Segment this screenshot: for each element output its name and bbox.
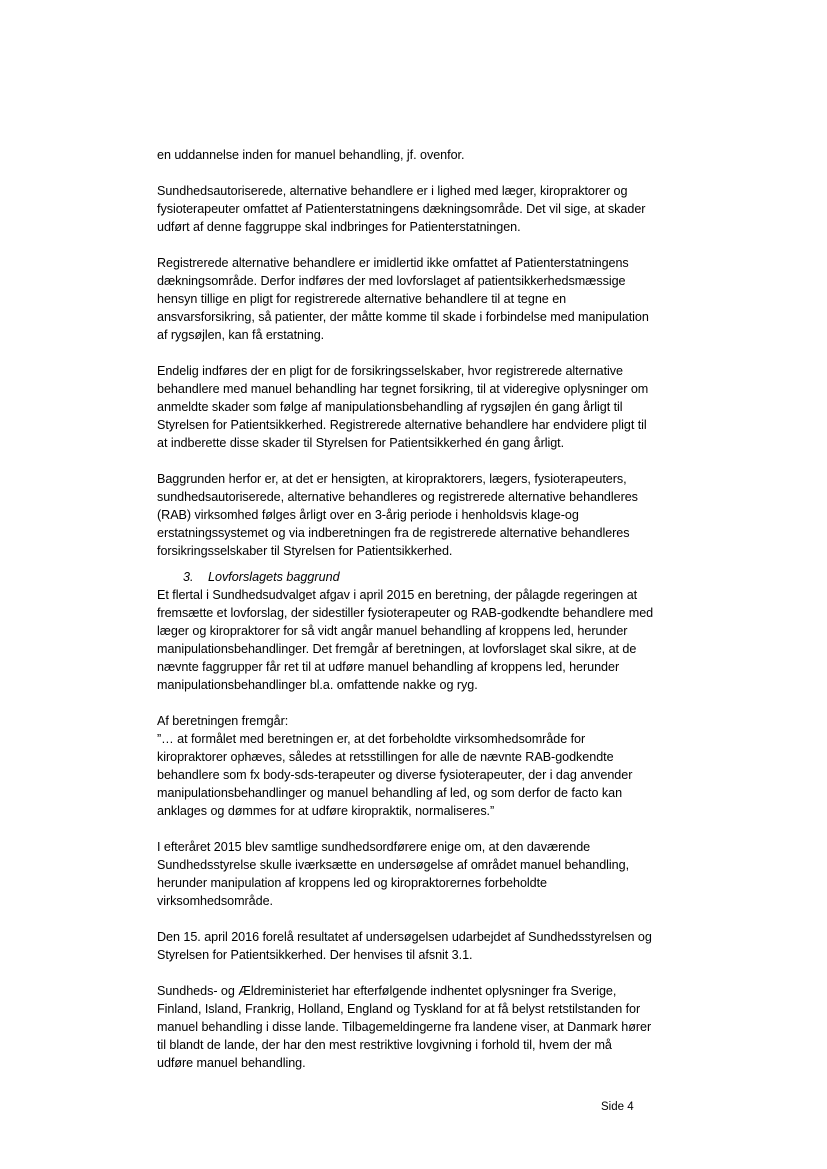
document-body [157,146,677,1072]
text-line: I efteråret 2015 blev samtlige sundhedsordførere enige om, at den daværende [157,840,591,854]
text-line: Et flertal i Sundhedsudvalget afgav i april 2015 en beretning, der pålagde regeringen at [157,588,638,602]
text-line: udført af denne faggruppe skal indbringes for Patienterstatningen. [157,220,521,234]
paragraph [157,470,677,560]
text-line: Sundhedsautoriserede, alternative behandlere er i lighed med læger, kiropraktorer og [157,184,628,198]
paragraph [157,982,677,1072]
text-line: ansvarsforsikring, så patienter, der måtte komme til skade i forbindelse med manipulation [157,310,649,324]
text-line: manipulationsbehandlinger bl.a. omfattende nakke og ryg. [157,678,478,692]
text-line: dækningsområde. Derfor indføres der med lovforslaget af patientsikkerhedsmæssige [157,274,626,288]
page-number: Side 4 [601,1101,634,1113]
text-line: forsikringsselskaber til Styrelsen for Patientsikkerhed. [157,544,453,558]
quote-line: kiropraktorer ophæves, således at retsstillingen for alle de nævnte RAB-godkendte [157,750,614,764]
quote-line: ”… at formålet med beretningen er, at det forbeholdte virksomhedsområde for [157,732,586,746]
text-line: Sundheds- og Ældreministeriet har efterfølgende indhentet oplysninger fra Sverige, [157,984,617,998]
quote-line: anklages og dømmes for at udføre kiropraktik, normaliseres.” [157,804,495,818]
text-line: virksomhedsområde. [157,894,273,908]
text-line: Styrelsen for Patientsikkerhed. Der henvises til afsnit 3.1. [157,948,473,962]
text-line: nævnte faggrupper får ret til at udføre manuel behandling af kroppens led, herunder [157,660,620,674]
text-line: Sundhedsstyrelse skulle iværksætte en undersøgelse af området manuel behandling, [157,858,630,872]
text-line: til blandt de lande, der har den mest restriktive lovgivning i forhold til, hvem der må [157,1038,612,1052]
text-line: (RAB) virksomhed følges årligt over en 3-årig periode i henholdsvis klage-og [157,508,579,522]
text-line: sundhedsautoriserede, alternative behandleres og registrerede alternative behandleres [157,490,638,504]
text-line: Styrelsen for Patientsikkerhed. Registrerede alternative behandlere har endvidere pligt til [157,418,647,432]
paragraph [157,146,677,164]
section-heading [157,568,677,586]
text-line: manuel behandling i disse lande. Tilbagemeldingerne fra landene viser, at Danmark hører [157,1020,652,1034]
paragraph [157,712,677,820]
text-line: Baggrunden herfor er, at det er hensigten, at kiropraktorers, lægers, fysioterapeuters, [157,472,627,486]
paragraph [157,254,677,344]
text-line: behandlere med manuel behandling har tegnet forsikring, til at videregive oplysninger om [157,382,649,396]
text-line: at indberette disse skader til Styrelsen for Patientsikkerhed én gang årligt. [157,436,565,450]
section-number: 3. [183,570,194,584]
text-line: fremsætte et lovforslag, der sidestiller fysioterapeuter og RAB-godkendte behandlere med [157,606,654,620]
text-line: en uddannelse inden for manuel behandling, jf. ovenfor. [157,148,465,162]
text-line: manipulationsbehandlinger. Det fremgår af beretningen, at lovforslaget skal sikre, at de [157,642,637,656]
text-line: fysioterapeuter omfattet af Patienterstatningens dækningsområde. Det vil sige, at skader [157,202,646,216]
text-line: Af beretningen fremgår: [157,714,289,728]
text-line: Finland, Island, Frankrig, Holland, England og Tyskland for at få belyst retstilstanden for [157,1002,641,1016]
text-line: udføre manuel behandling. [157,1056,306,1070]
paragraph [157,838,677,910]
text-line: Registrerede alternative behandlere er imidlertid ikke omfattet af Patienterstatningens [157,256,629,270]
text-line: erstatningssystemet og via indberetningen fra de registrerede alternative behandleres [157,526,630,540]
paragraph [157,182,677,236]
section-title: Lovforslagets baggrund [208,570,340,584]
quote-line: behandlere som fx body-sds-terapeuter og diverse fysioterapeuter, der i dag anvender [157,768,633,782]
text-line: herunder manipulation af kroppens led og kiropraktorernes forbeholdte [157,876,548,890]
quote-line: manipulationsbehandlinger og manuel behandling af led, og som derfor de facto kan [157,786,623,800]
text-line: læger og kiropraktorer for så vidt angår manuel behandling af kroppens led, herunder [157,624,628,638]
text-line: Den 15. april 2016 forelå resultatet af undersøgelsen udarbejdet af Sundhedsstyrelsen og [157,930,652,944]
paragraph [157,586,677,694]
paragraph [157,928,677,964]
text-line: af rygsøjlen, kan få erstatning. [157,328,325,342]
paragraph [157,362,677,452]
text-line: anmeldte skader som følge af manipulationsbehandling af rygsøjlen én gang årligt til [157,400,623,414]
text-line: hensyn tillige en pligt for registrerede alternative behandlere til at tegne en [157,292,567,306]
text-line: Endelig indføres der en pligt for de forsikringsselskaber, hvor registrerede alternative [157,364,624,378]
